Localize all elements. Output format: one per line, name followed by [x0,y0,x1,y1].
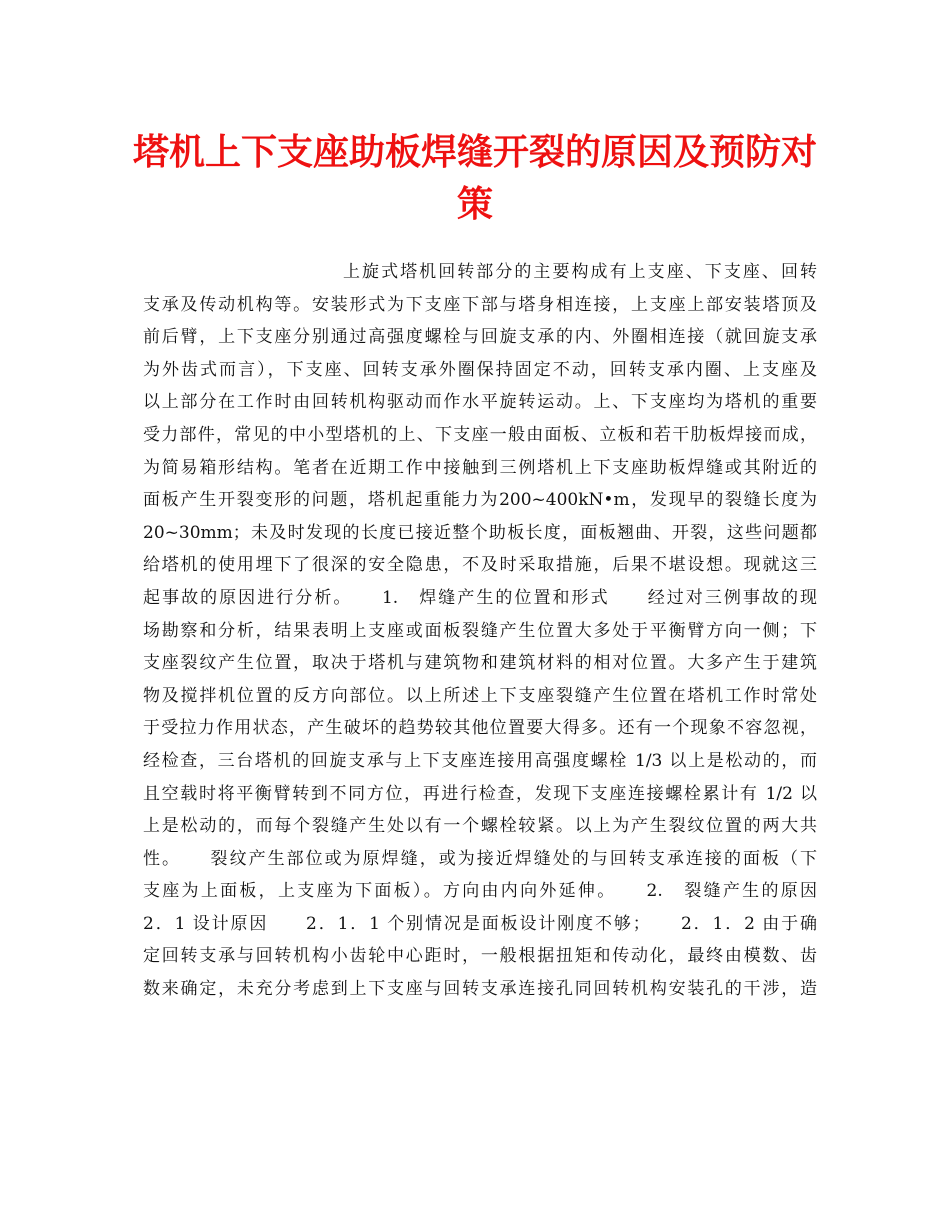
paragraph-line: 为外齿式而言），下支座、回转支承外圈保持固定不动，回转支承内圈、上支座及 [143,359,817,380]
paragraph-line: 性。 裂纹产生部位或为原焊缝，或为接近焊缝处的与回转支承连接的面板（下 [143,848,817,869]
paragraph-line: 于受拉力作用状态，产生破坏的趋势较其他位置要大得多。还有一个现象不容忽视， [143,718,817,739]
paragraph-line: 支座为上面板，上支座为下面板）。方向由内向外延伸。 2. 裂缝产生的原因 [143,881,817,902]
paragraph-line: 面板产生开裂变形的问题，塔机起重能力为200~400kN•m，发现早的裂缝长度为 [143,490,817,511]
paragraph-line: 且空载时将平衡臂转到不同方位，再进行检查，发现下支座连接螺栓累计有 1/2 以 [143,783,817,804]
paragraph-line: 20~30mm；未及时发现的长度已接近整个助板长度，面板翘曲、开裂，这些问题都 [143,522,817,543]
paragraph-line: 前后臂，上下支座分别通过高强度螺栓与回旋支承的内、外圈相连接（就回旋支承 [143,327,817,348]
paragraph-line: 物及搅拌机位置的反方向部位。以上所述上下支座裂缝产生位置在塔机工作时常处 [143,685,817,706]
paragraph-line: 数来确定，未充分考虑到上下支座与回转支承连接孔同回转机构安装孔的干涉，造 [143,979,817,1000]
paragraph-line: 支承及传动机构等。安装形式为下支座下部与塔身相连接，上支座上部安装塔顶及 [143,294,817,315]
paragraph-line: 起事故的原因进行分析。 1. 焊缝产生的位置和形式 经过对三例事故的现 [143,587,817,608]
paragraph-line: 定回转支承与回转机构小齿轮中心距时，一般根据扭矩和传动化，最终由模数、齿 [143,946,817,967]
paragraph-line: 场勘察和分析，结果表明上支座或面板裂缝产生位置大多处于平衡臂方向一侧；下 [143,620,817,641]
paragraph-line: 给塔机的使用埋下了很深的安全隐患，不及时采取措施，后果不堪设想。现就这三 [143,555,817,576]
document-title: 塔机上下支座助板焊缝开裂的原因及预防对策 [132,131,817,225]
paragraph-line: 以上部分在工作时由回转机构驱动而作水平旋转运动。上、下支座均为塔机的重要 [143,392,817,413]
paragraph-line: 经检查，三台塔机的回旋支承与上下支座连接用高强度螺栓 1/3 以上是松动的，而 [143,750,817,771]
paragraph-line: 支座裂纹产生位置，取决于塔机与建筑物和建筑材料的相对位置。大多产生于建筑 [143,653,817,674]
paragraph-line: 为简易箱形结构。笔者在近期工作中接触到三例塔机上下支座助板焊缝或其附近的 [143,457,817,478]
paragraph-line: 上旋式塔机回转部分的主要构成有上支座、下支座、回转 [343,262,817,282]
paragraph-line: 上是松动的，而每个裂缝产生处以有一个螺栓较紧。以上为产生裂纹位置的两大共 [143,816,817,837]
paragraph-line: 受力部件，常见的中小型塔机的上、下支座一般由面板、立板和若干肋板焊接而成， [143,424,817,445]
document-body [143,256,817,1006]
paragraph-line: 2．1 设计原因 2．1．1 个别情况是面板设计刚度不够； 2．1．2 由于确 [143,913,817,934]
